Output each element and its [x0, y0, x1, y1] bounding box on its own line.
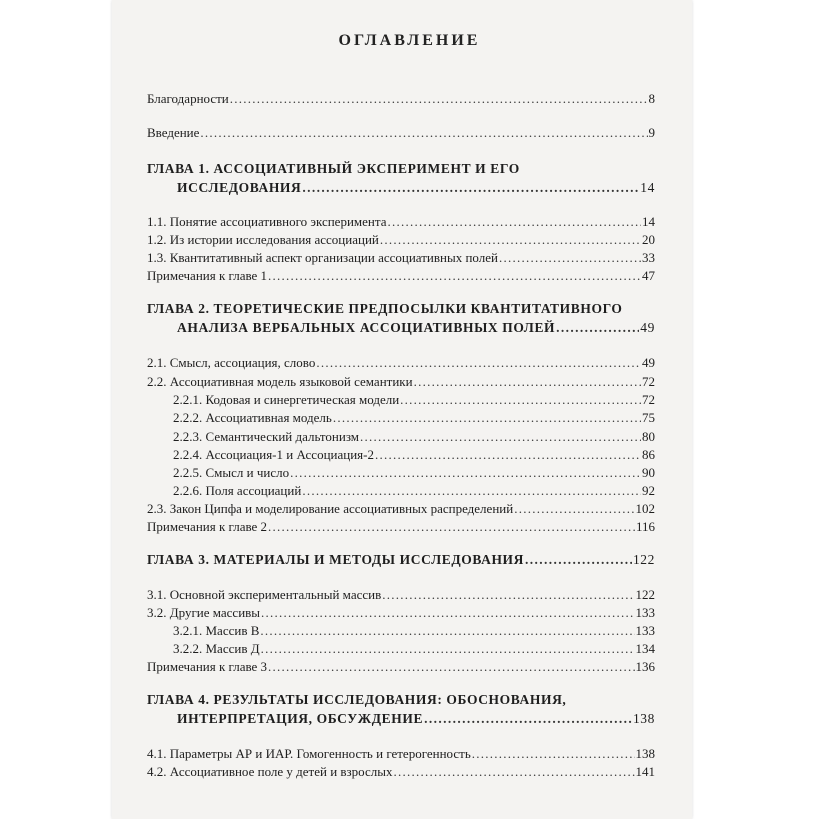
- leader-dots: [525, 550, 632, 569]
- toc-entry-4-2: [147, 762, 655, 781]
- toc-chapter-1: [177, 178, 655, 197]
- leader-dots: [302, 178, 639, 197]
- leader-dots: [424, 709, 632, 728]
- leader-dots: [260, 621, 634, 640]
- toc-entry-page: 102: [635, 501, 655, 516]
- toc-entry-page: 14: [642, 214, 655, 229]
- leader-dots: [400, 390, 641, 409]
- toc-entry-3-1: [147, 585, 655, 604]
- toc-entry-label: 1.2. Из истории исследования ассоциаций: [147, 232, 379, 247]
- toc-entry-1-3: [147, 248, 655, 267]
- toc-entry-label: 2.2.6. Поля ассоциаций: [173, 483, 302, 498]
- toc-entry-label: 3.1. Основной экспериментальный массив: [147, 587, 382, 602]
- toc-entry-page: 133: [635, 623, 655, 638]
- toc-chapter-4-title: ГЛАВА 4. РЕЗУЛЬТАТЫ ИССЛЕДОВАНИЯ: ОБОСНОВАНИЯ,: [147, 692, 567, 707]
- toc-entry-page: 92: [642, 483, 655, 498]
- leader-dots: [316, 353, 641, 372]
- toc-entry-label: 2.2.5. Смысл и число: [173, 465, 290, 480]
- toc-entry-page: 136: [635, 659, 655, 674]
- leader-dots: [387, 212, 641, 231]
- toc-entry-label: ИССЛЕДОВАНИЯ: [177, 180, 302, 195]
- toc-chapter-1-title: ГЛАВА 1. АССОЦИАТИВНЫЙ ЭКСПЕРИМЕНТ И ЕГО: [147, 161, 520, 176]
- toc-entry-page: 138: [632, 711, 655, 726]
- toc-entry-label: Благодарности: [147, 91, 229, 106]
- toc-entry-page: 122: [632, 552, 655, 567]
- leader-dots: [333, 408, 641, 427]
- toc-entry-page: 138: [635, 746, 655, 761]
- leader-dots: [472, 744, 635, 763]
- toc-entry-2-2-1: [173, 390, 655, 409]
- toc-entry-notes-1: [147, 266, 655, 285]
- leader-dots: [360, 427, 641, 446]
- toc-entry-page: 47: [642, 268, 655, 283]
- leader-dots: [394, 762, 635, 781]
- toc-entry-2-2-3: [173, 427, 655, 446]
- toc-entry-notes-3: [147, 657, 655, 676]
- toc-entry-page: 8: [648, 91, 655, 106]
- leader-dots: [414, 372, 641, 391]
- page-title: ОГЛАВЛЕНИЕ: [338, 32, 481, 49]
- toc-entry-label: 4.2. Ассоциативное поле у детей и взрослых: [147, 764, 393, 779]
- toc-entry-label: ГЛАВА 3. МАТЕРИАЛЫ И МЕТОДЫ ИССЛЕДОВАНИЯ: [147, 552, 525, 567]
- toc-entry-page: 133: [635, 605, 655, 620]
- leader-dots: [268, 517, 635, 536]
- toc-entry-2-1: [147, 353, 655, 372]
- toc-entry-2-2-6: [173, 481, 655, 500]
- toc-entry-page: 90: [642, 465, 655, 480]
- toc-entry-page: 49: [642, 355, 655, 370]
- leader-dots: [556, 318, 639, 337]
- toc-chapter-3: [147, 550, 655, 569]
- toc-entry-label: 2.2.3. Семантический дальтонизм: [173, 429, 360, 444]
- leader-dots: [268, 266, 641, 285]
- toc-entry-label: АНАЛИЗА ВЕРБАЛЬНЫХ АССОЦИАТИВНЫХ ПОЛЕЙ: [177, 320, 556, 335]
- toc-entry-3-2: [147, 603, 655, 622]
- toc-entry-3-2-2: [173, 639, 655, 658]
- toc-entry-page: 80: [642, 429, 655, 444]
- leader-dots: [380, 230, 641, 249]
- toc-entry-label: 2.1. Смысл, ассоциация, слово: [147, 355, 316, 370]
- toc-entry-label: 2.2. Ассоциативная модель языковой семантики: [147, 374, 413, 389]
- leader-dots: [230, 89, 648, 108]
- toc-entry-2-2-4: [173, 445, 655, 464]
- toc-entry-acknowledgements: [147, 89, 655, 108]
- leader-dots: [290, 463, 641, 482]
- leader-dots: [302, 481, 641, 500]
- toc-entry-label: 2.2.4. Ассоциация-1 и Ассоциация-2: [173, 447, 374, 462]
- leader-dots: [514, 499, 634, 518]
- toc-entry-label: 1.1. Понятие ассоциативного эксперимента: [147, 214, 387, 229]
- toc-entry-2-2-5: [173, 463, 655, 482]
- toc-entry-page: 72: [642, 392, 655, 407]
- toc-entry-3-2-1: [173, 621, 655, 640]
- toc-chapter-2-title: ГЛАВА 2. ТЕОРЕТИЧЕСКИЕ ПРЕДПОСЫЛКИ КВАНТИТАТИВНОГО: [147, 301, 623, 316]
- toc-entry-page: 9: [648, 125, 655, 140]
- toc-entry-1-1: [147, 212, 655, 231]
- toc-entry-page: 72: [642, 374, 655, 389]
- toc-entry-page: 75: [642, 410, 655, 425]
- leader-dots: [261, 603, 634, 622]
- toc-entry-page: 14: [640, 180, 655, 195]
- toc-entry-label: Примечания к главе 2: [147, 519, 268, 534]
- toc-entry-label: 1.3. Квантитативный аспект организации ассоциативных полей: [147, 250, 498, 265]
- toc-entry-label: ИНТЕРПРЕТАЦИЯ, ОБСУЖДЕНИЕ: [177, 711, 424, 726]
- toc-entry-4-1: [147, 744, 655, 763]
- leader-dots: [200, 123, 647, 142]
- toc-entry-label: Примечания к главе 1: [147, 268, 268, 283]
- toc-chapter-2: [177, 318, 655, 337]
- toc-chapter-4: [177, 709, 655, 728]
- toc-entry-label: 2.3. Закон Ципфа и моделирование ассоциативных распределений: [147, 501, 514, 516]
- toc-entry-label: 4.1. Параметры АР и ИАР. Гомогенность и гетерогенность: [147, 746, 471, 761]
- leader-dots: [382, 585, 634, 604]
- toc-entry-page: 33: [642, 250, 655, 265]
- toc-entry-page: 122: [635, 587, 655, 602]
- toc-entry-label: Примечания к главе 3: [147, 659, 268, 674]
- toc-entry-page: 49: [640, 320, 655, 335]
- toc-entry-page: 20: [642, 232, 655, 247]
- toc-entry-page: 134: [635, 641, 655, 656]
- leader-dots: [499, 248, 641, 267]
- leader-dots: [261, 639, 635, 658]
- toc-entry-page: 116: [635, 519, 655, 534]
- toc-entry-introduction: [147, 123, 655, 142]
- leader-dots: [268, 657, 634, 676]
- toc-entry-1-2: [147, 230, 655, 249]
- toc-entry-2-2-2: [173, 408, 655, 427]
- toc-entry-2-2: [147, 372, 655, 391]
- toc-entry-label: 3.2.2. Массив Д: [173, 641, 260, 656]
- toc-entry-2-3: [147, 499, 655, 518]
- toc-entry-page: 141: [635, 764, 655, 779]
- toc-entry-label: Введение: [147, 125, 200, 140]
- toc-entry-label: 3.2.1. Массив В: [173, 623, 260, 638]
- toc-entry-notes-2: [147, 517, 655, 536]
- toc-entry-page: 86: [642, 447, 655, 462]
- toc-entry-label: 2.2.2. Ассоциативная модель: [173, 410, 332, 425]
- toc-entry-label: 3.2. Другие массивы: [147, 605, 261, 620]
- toc-entry-label: 2.2.1. Кодовая и синергетическая модели: [173, 392, 400, 407]
- leader-dots: [375, 445, 641, 464]
